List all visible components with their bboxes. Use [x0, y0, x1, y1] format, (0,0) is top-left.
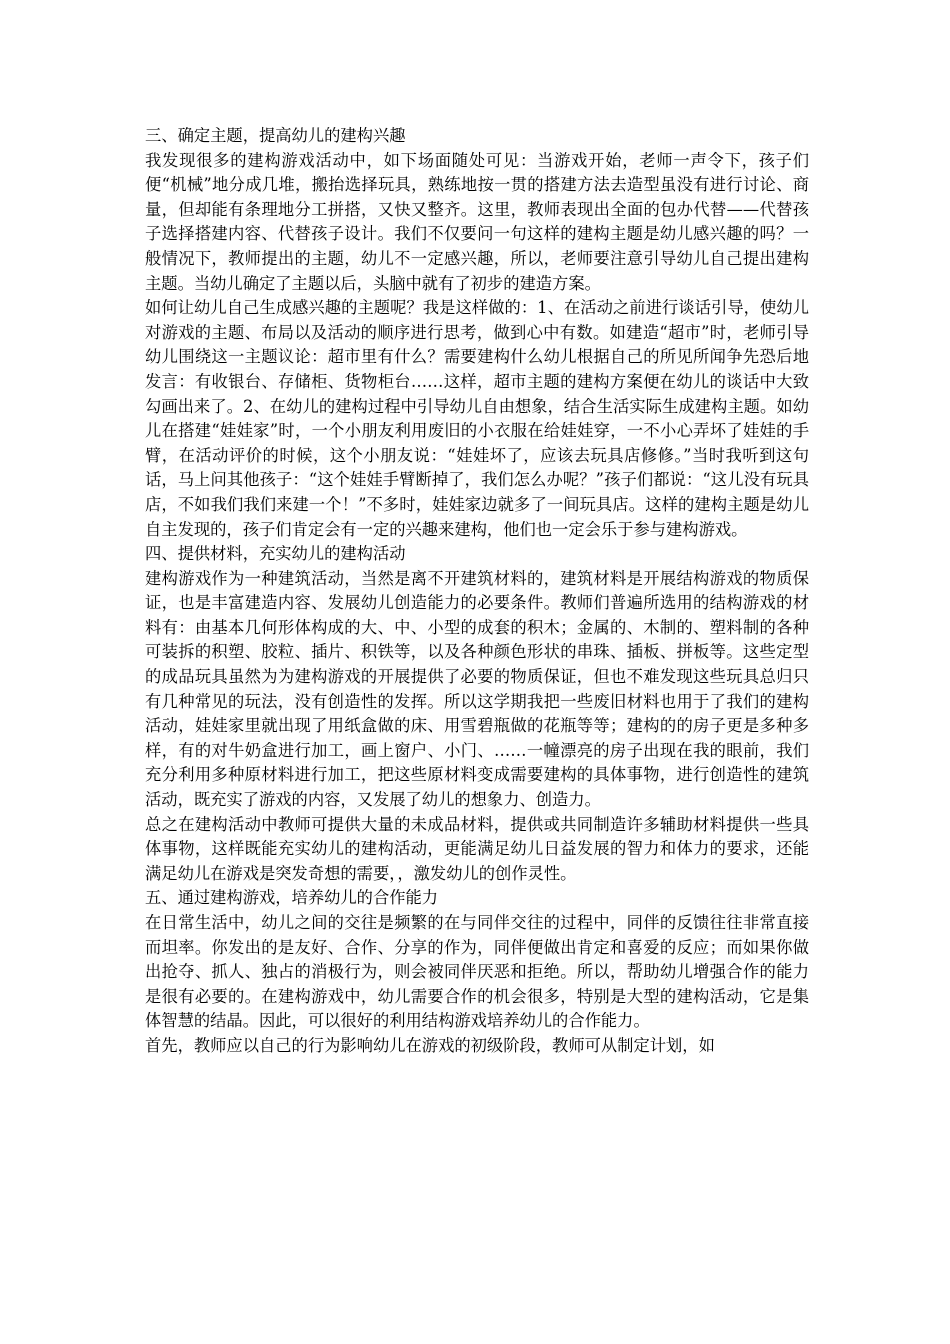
paragraph: 首先，教师应以自己的行为影响幼儿在游戏的初级阶段，教师可从制定计划，如 [145, 1035, 715, 1055]
paragraph: 建构游戏作为一种建筑活动，当然是离不开建筑材料的，建筑材料是开展结构游戏的物质保证，也是丰富建造内容、发展幼儿创造能力的必要条件。教师们普遍所选用的结构游戏的材料有：由基本几何形体构成的大、中、小型的成套的积木；金属的、木制的、塑料制的各种可装拆的积塑、胶粒、插片、积铁等，以及各种颜色形状的串珠、插板、拼板等。这些定型的成品玩具虽然为为建构游戏的开展提供了必要的物质保证，但也不难发现这些玩具总归只有几种常见的玩法，没有创造性的发挥。所以这学期我把一些废旧材料也用于了我们的建构活动，娃娃家里就出现了用纸盒做的床、用雪碧瓶做的花瓶等等；建构的的房子更是多种多样，有的对牛奶盒进行加工，画上窗户、小门、……一幢漂亮的房子出现在我的眼前，我们充分利用多种原材料进行加工，把这些原材料变成需要建构的具体事物，进行创造性的建筑活动，既充实了游戏的内容，又发展了幼儿的想象力、创造力。 [145, 568, 809, 810]
section-heading-4: 四、提供材料，充实幼儿的建构活动 [145, 544, 406, 564]
section-heading-3: 三、确定主题，提高幼儿的建构兴趣 [145, 126, 406, 145]
paragraph: 总之在建构活动中教师可提供大量的未成品材料，提供或共同制造许多辅助材料提供一些具体事物，这样既能充实幼儿的建构活动，更能满足幼儿日益发展的智力和体力的要求，还能满足幼儿在游戏是突发奇想的需要，，激发幼儿的创作灵性。 [145, 814, 809, 883]
paragraph: 在日常生活中，幼儿之间的交往是频繁的在与同伴交往的过程中，同伴的反馈往往非常直接而坦率。你发出的是友好、合作、分享的作为，同伴便做出肯定和喜爱的反应；而如果你做出抢夺、抓人、独占的消极行为，则会被同伴厌恶和拒绝。所以，帮助幼儿增强合作的能力是很有必要的。在建构游戏中，幼儿需要合作的机会很多，特别是大型的建构活动，它是集体智慧的结晶。因此，可以很好的利用结构游戏培养幼儿的合作能力。 [145, 913, 809, 1031]
paragraph: 如何让幼儿自己生成感兴趣的主题呢？我是这样做的：1、在活动之前进行谈话引导，使幼儿对游戏的主题、布局以及活动的顺序进行思考，做到心中有数。如建造“超市”时，老师引导幼儿围绕这一主题议论：超市里有什么？需要建构什么幼儿根据自己的所见所闻争先恐后地发言：有收银台、存储柜、货物柜台……这样，超市主题的建构方案便在幼儿的谈话中大致勾画出来了。2、在幼儿的建构过程中引导幼儿自由想象，结合生活实际生成建构主题。如幼儿在搭建“娃娃家”时，一个小朋友利用废旧的小衣服在给娃娃穿，一不小心弄坏了娃娃的手臂，在活动评价的时候，这个小朋友说：“娃娃坏了，应该去玩具店修修。”当时我听到这句话，马上问其他孩子：“这个娃娃手臂断掉了，我们怎么办呢？”孩子们都说：“这儿没有玩具店，不如我们我们来建一个！”不多时，娃娃家边就多了一间玩具店。这样的建构主题是幼儿自主发现的，孩子们肯定会有一定的兴趣来建构，他们也一定会乐于参与建构游戏。 [145, 298, 809, 539]
document-body [145, 124, 809, 1059]
section-heading-5: 五、通过建构游戏，培养幼儿的合作能力 [145, 888, 439, 908]
paragraph: 我发现很多的建构游戏活动中，如下场面随处可见：当游戏开始，老师一声令下，孩子们便“机械”地分成几堆，搬抬选择玩具，熟练地按一贯的搭建方法去造型虽没有进行讨论、商量，但却能有条理地分工拼搭，又快又整齐。这里，教师表现出全面的包办代替——代替孩子选择搭建内容、代替孩子设计。我们不仅要问一句这样的建构主题是幼儿感兴趣的吗？一般情况下，教师提出的主题，幼儿不一定感兴趣，所以，老师要注意引导幼儿自己提出建构主题。当幼儿确定了主题以后，头脑中就有了初步的建造方案。 [145, 150, 809, 293]
